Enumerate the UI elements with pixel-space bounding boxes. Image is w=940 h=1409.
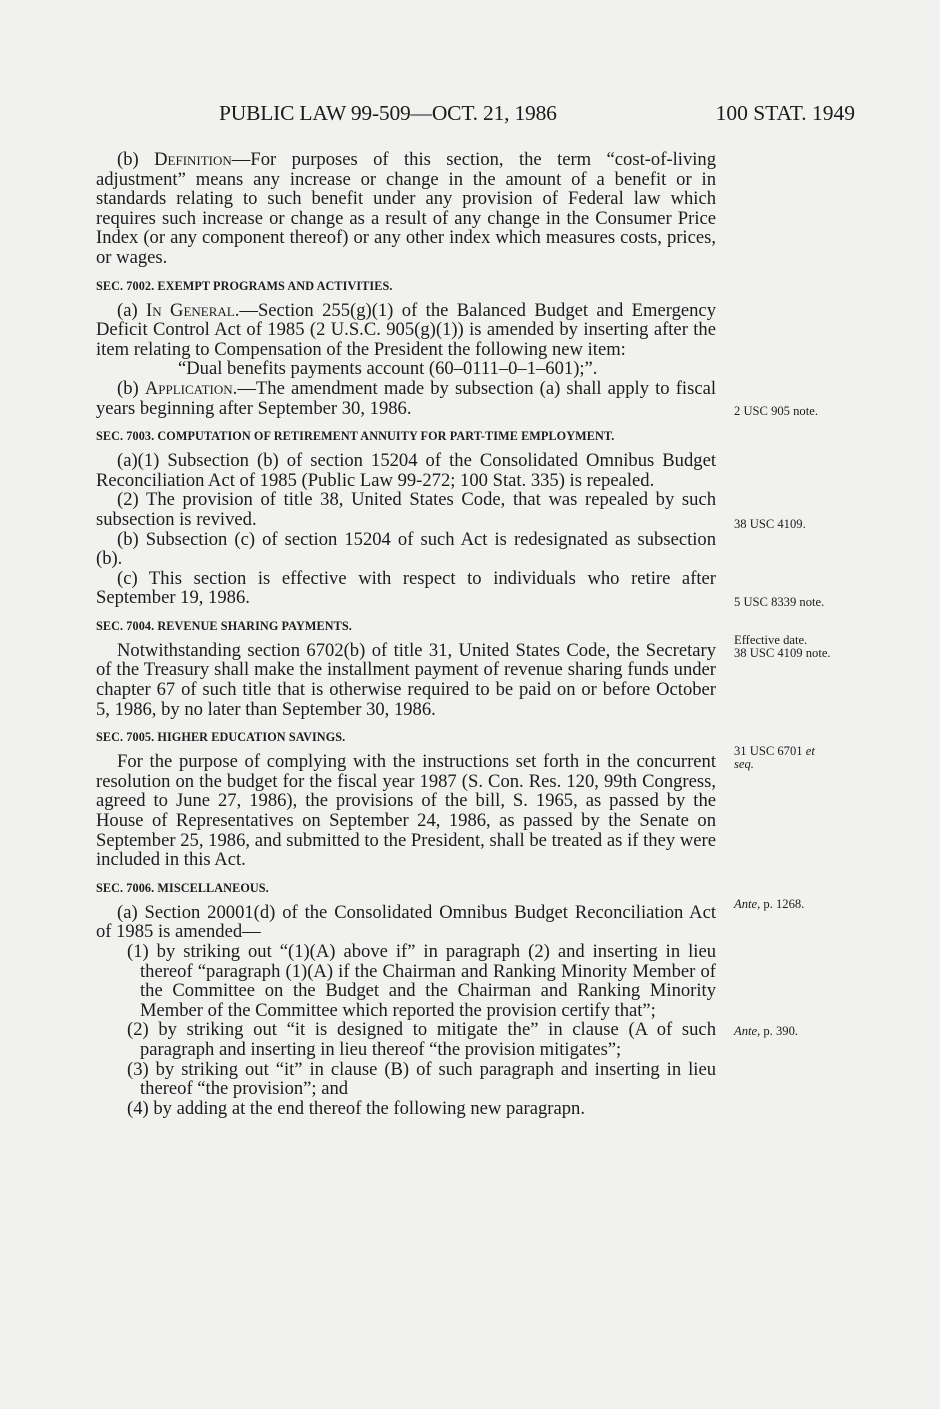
margin-note-31-usc-6701: 31 USC 6701 et seq. bbox=[734, 744, 815, 771]
sec-7003-c: (c) This section is effective with respect to individuals who retire after September 19, 1986. bbox=[96, 567, 716, 609]
statute-page-reference: 100 STAT. 1949 bbox=[715, 101, 855, 125]
sec-7003-a2: (2) The provision of title 38, United States Code, that was repealed by such subsection is revived. bbox=[96, 489, 716, 530]
page-header bbox=[219, 101, 855, 127]
section-heading-7006: SEC. 7006. MISCELLANEOUS. bbox=[96, 880, 269, 895]
running-head: PUBLIC LAW 99-509—OCT. 21, 1986 bbox=[219, 101, 557, 125]
sec-7002-quoted-item: “Dual benefits payments account (60–0111–0–1–601);”. bbox=[178, 358, 598, 380]
sec-7006-para-3: (3) by striking out “it” in clause (B) of such paragraph and inserting in lieu thereof “the provision”; and bbox=[127, 1058, 716, 1100]
sec-7006-a: (a) Section 20001(d) of the Consolidated Omnibus Budget Reconciliation Act of 1985 is amended— bbox=[96, 901, 716, 943]
statute-body bbox=[96, 150, 716, 1118]
sec-7002-subsection-b: (b) Application.—The amendment made by subsection (a) shall apply to fiscal years beginning after September 30, 1986. bbox=[96, 377, 717, 419]
margin-note-5-usc-8339: 5 USC 8339 note. bbox=[734, 595, 825, 609]
sec-7006-para-2: (2) by striking out “it is designed to mitigate the” in clause (A of such paragraph and inserting in lieu thereof “the provision mitigates”; bbox=[127, 1019, 716, 1060]
sec-7006-para-1: (1) by striking out “(1)(A) above if” in paragraph (2) and inserting in lieu thereof “paragraph (1)(A) if the Chairman and Ranking Minority Member of the Committee on the Budget and the Chairman and Ranking Minority Member of the Committee which reported the provision certify that”; bbox=[127, 941, 716, 1021]
section-heading-7005: SEC. 7005. HIGHER EDUCATION SAVINGS. bbox=[96, 730, 346, 745]
margin-note-effective-date: Effective date. 38 USC 4109 note. bbox=[734, 633, 831, 660]
sec-7005-text: For the purpose of complying with the instructions set forth in the concurrent resolution on the budget for the fiscal year 1987 (S. Con. Res. 120, 99th Congress, agreed to June 27, 1986), the provisions of the bill, S. 1965, as passed by the House of Representatives on September 24, 1986, as passed by the Senate on September 25, 1986, and submitted to the President, shall be treated as if they were included in this Act. bbox=[96, 751, 716, 871]
sec-7006-para-4: (4) by adding at the end thereof the following new paragrapn. bbox=[127, 1097, 585, 1119]
margin-note-38-usc-4109: 38 USC 4109. bbox=[734, 517, 806, 531]
margin-note-ante-390: Ante, p. 390. bbox=[734, 1024, 799, 1038]
section-heading-7002: SEC. 7002. EXEMPT PROGRAMS AND ACTIVITIES. bbox=[96, 278, 393, 293]
definition-paragraph: (b) Definition—For purposes of this section, the term “cost-of-living adjustment” means any increase or change in the amount of a benefit or in standards relating to such benefit under any provision of Federal law which requires such increase or change as a result of any change in the Consumer Price Index (or any component thereof) or any other index which measures costs, prices, or wages. bbox=[96, 149, 716, 268]
sec-7003-b: (b) Subsection (c) of section 15204 of such Act is redesignated as subsection (b). bbox=[96, 528, 716, 570]
section-heading-7003: SEC. 7003. COMPUTATION OF RETIREMENT ANNUITY FOR PART-TIME EMPLOYMENT. bbox=[96, 429, 615, 444]
margin-note-ante-1268: Ante, p. 1268. bbox=[734, 897, 805, 911]
sec-7003-a1: (a)(1) Subsection (b) of section 15204 of the Consolidated Omnibus Budget Reconciliation Act of 1985 (Public Law 99-272; 100 Stat. 335) is repealed. bbox=[96, 450, 716, 491]
definition-heading: Definition bbox=[154, 149, 232, 170]
sec-7004-text: Notwithstanding section 6702(b) of title 31, United States Code, the Secretary of the Treasury shall make the installment payment of revenue sharing funds under chapter 67 of such title that is otherwise required to be paid on or before October 5, 1986, by no later than September 30, 1986. bbox=[96, 639, 716, 720]
section-heading-7004: SEC. 7004. REVENUE SHARING PAYMENTS. bbox=[96, 618, 352, 633]
sec-7002-subsection-a: (a) In General.—Section 255(g)(1) of the Balanced Budget and Emergency Deficit Control Act of 1985 (2 U.S.C. 905(g)(1)) is amended by inserting after the item relating to Compensation of the President the following new item: bbox=[96, 299, 716, 360]
margin-note-2-usc-905: 2 USC 905 note. bbox=[734, 404, 818, 418]
